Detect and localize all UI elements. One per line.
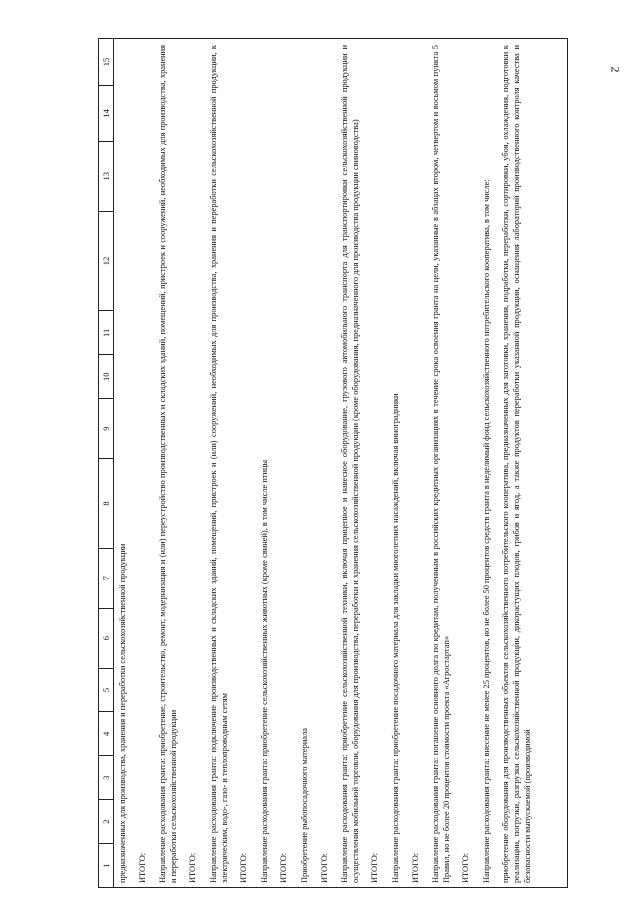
table-row: Направление расходования гранта: приобретение сельскохозяйственной техники, включая прицепное и навесное оборудование, грузового автомобильного транспорта для транспортировки сельскохозяйственной продукции и осуществления мобильной торговли, оборудования для производства, переработки и хранения сельскохозяйственной продукции (кроме оборудования, предназначенного для производства продукции свиноводства) [340,45,360,883]
column-header-5: 5 [99,668,113,712]
column-header-15: 15 [101,57,111,67]
total-row: ИТОГО: [279,852,289,883]
total-row: ИТОГО: [239,852,249,883]
total-row: ИТОГО: [188,852,198,883]
column-header-7: 7 [99,548,113,608]
total-row: ИТОГО: [370,852,380,883]
table-row: Направление расходования гранта: приобретение сельскохозяйственных животных (кроме свиней), в том числе птицы [259,459,269,883]
total-row: ИТОГО: [137,852,147,883]
column-header-14: 14 [99,85,113,141]
column-header-9: 9 [99,398,113,458]
total-row: ИТОГО: [410,852,420,883]
table-row: Приобретение рыбопосадочного материала [299,728,309,883]
total-row: ИТОГО: [319,852,329,883]
column-header-6: 6 [99,608,113,668]
column-header-1: 1 [99,843,113,887]
table-header-row [98,38,114,888]
column-header-4: 4 [99,711,113,755]
table-row: предназначенных для производства, хранения и переработки сельскохозяйственной продукции [118,543,127,883]
column-header-2: 2 [99,799,113,843]
rotated-table [98,38,568,888]
total-row: ИТОГО: [461,852,471,883]
table-body [114,38,568,888]
table-row: Направление расходования гранта: внесение не менее 25 процентов, но не более 50 процентов средств гранта в неделимый фонд сельскохозяйственного потребительского кооператива, в том числе: [481,179,491,883]
table-row: Направление расходования гранта: подключение производственных и складских зданий, помещений, пристроек и (или) сооружений, необходимых для производства, хранения и переработки сельскохозяйственной продукции, к электрическим, водо-, газо- и теплопроводным сетям [208,45,229,883]
table-row: Направление расходования гранта: приобретение, строительство, ремонт, модернизация и (или) переустройство производственных и складских зданий, помещений, пристроек и сооружений, необходимых для производства, хранения и переработки сельскохозяйственной продукции [158,45,178,883]
table-row: приобретение оборудования для производственных объектов сельскохозяйственного потребительского кооператива, предназначенных для заготовки, хранения, подработки, переработки, сортировки, убоя, охлаждения, подготовки к реализации, погрузки, разгрузки сельскохозяйственной продукции, дикорастущих плодов, грибов и ягод, а также продуктов переработки указанной продукции, оснащения лабораторий производственного контроля качества и безопасности выпускаемой (производимой [501,45,532,883]
column-header-13: 13 [99,141,113,211]
column-header-11: 11 [99,310,113,354]
column-header-12: 12 [99,211,113,311]
column-header-3: 3 [99,755,113,799]
table-row: Направление расходования гранта: приобретение посадочного материала для закладки многолетних насаждений, включая виноградники [390,393,400,883]
table-row: Направление расходования гранта: погашение основного долга по кредитам, полученным в российских кредитных организациях в течение срока освоения гранта на цели, указанные в абзацах втором, четвертом и восьмом пункта 5 Правил, но не более 20 процентов стоимости проекта «Агростартап» [431,45,451,883]
column-header-10: 10 [99,354,113,398]
page-number: 2 [608,66,623,73]
column-header-8: 8 [99,458,113,548]
